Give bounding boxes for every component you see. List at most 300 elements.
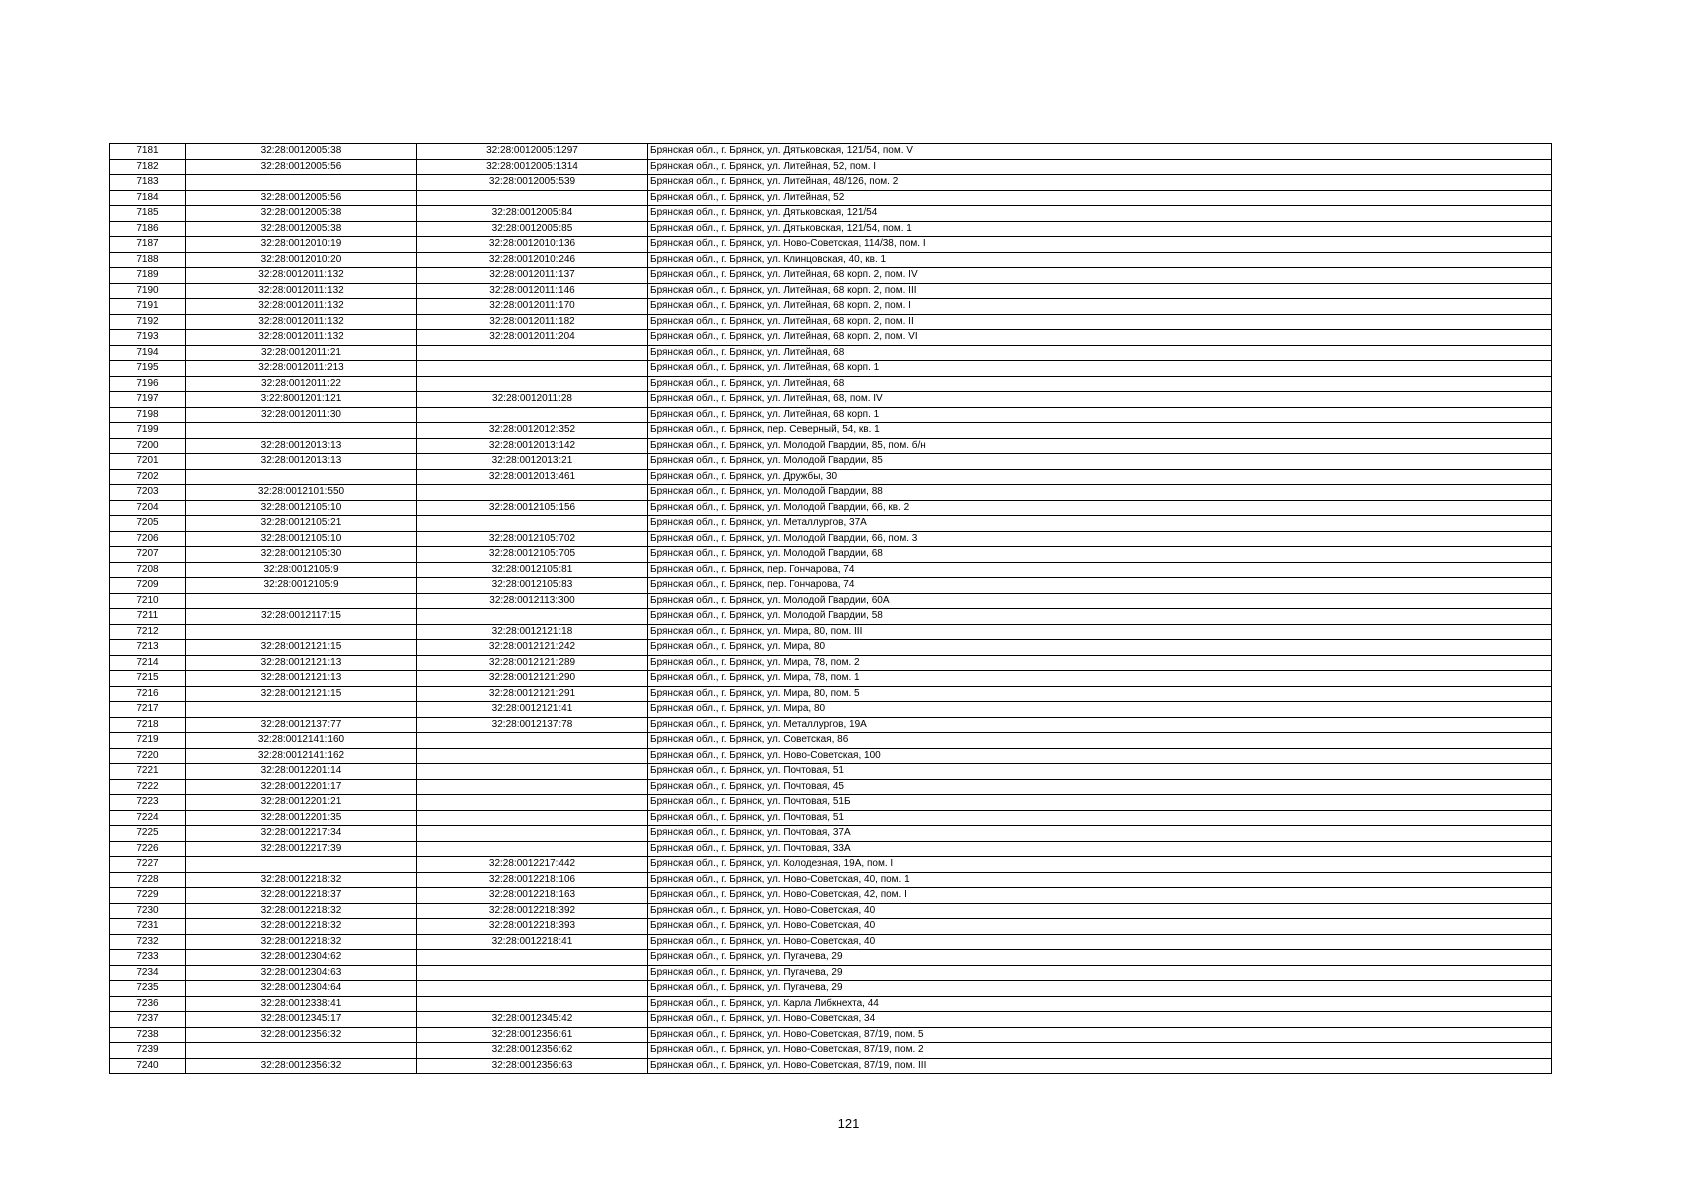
address-cell: Брянская обл., г. Брянск, ул. Ново-Советская, 34	[648, 1012, 1552, 1028]
table-row	[110, 500, 1552, 516]
object-cadastral-number-cell: 32:28:0012011:204	[417, 330, 648, 346]
parcel-cadastral-number-cell: 32:28:0012121:15	[186, 640, 417, 656]
row-number-cell: 7236	[110, 996, 186, 1012]
object-cadastral-number-cell: 32:28:0012218:41	[417, 934, 648, 950]
table-row	[110, 159, 1552, 175]
table-row	[110, 702, 1552, 718]
table-row	[110, 578, 1552, 594]
table-row	[110, 686, 1552, 702]
parcel-cadastral-number-cell	[186, 1043, 417, 1059]
parcel-cadastral-number-cell: 32:28:0012105:9	[186, 562, 417, 578]
table-row	[110, 624, 1552, 640]
object-cadastral-number-cell	[417, 361, 648, 377]
address-cell: Брянская обл., г. Брянск, ул. Молодой Гвардии, 85	[648, 454, 1552, 470]
object-cadastral-number-cell: 32:28:0012137:78	[417, 717, 648, 733]
row-number-cell: 7182	[110, 159, 186, 175]
parcel-cadastral-number-cell: 32:28:0012105:9	[186, 578, 417, 594]
object-cadastral-number-cell	[417, 981, 648, 997]
parcel-cadastral-number-cell: 32:28:0012117:15	[186, 609, 417, 625]
table-row	[110, 919, 1552, 935]
parcel-cadastral-number-cell: 32:28:0012011:132	[186, 330, 417, 346]
address-cell: Брянская обл., г. Брянск, ул. Ново-Советская, 40	[648, 903, 1552, 919]
address-cell: Брянская обл., г. Брянск, ул. Молодой Гвардии, 85, пом. б/н	[648, 438, 1552, 454]
address-cell: Брянская обл., г. Брянск, ул. Литейная, 68 корп. 2, пом. IV	[648, 268, 1552, 284]
row-number-cell: 7211	[110, 609, 186, 625]
table-row	[110, 407, 1552, 423]
row-number-cell: 7214	[110, 655, 186, 671]
object-cadastral-number-cell	[417, 376, 648, 392]
parcel-cadastral-number-cell: 32:28:0012338:41	[186, 996, 417, 1012]
row-number-cell: 7208	[110, 562, 186, 578]
row-number-cell: 7226	[110, 841, 186, 857]
parcel-cadastral-number-cell: 32:28:0012105:10	[186, 500, 417, 516]
table-row	[110, 748, 1552, 764]
parcel-cadastral-number-cell: 32:28:0012011:22	[186, 376, 417, 392]
row-number-cell: 7230	[110, 903, 186, 919]
table-row	[110, 206, 1552, 222]
address-cell: Брянская обл., г. Брянск, ул. Почтовая, 37А	[648, 826, 1552, 842]
object-cadastral-number-cell: 32:28:0012356:62	[417, 1043, 648, 1059]
parcel-cadastral-number-cell: 32:28:0012005:56	[186, 190, 417, 206]
object-cadastral-number-cell	[417, 996, 648, 1012]
row-number-cell: 7194	[110, 345, 186, 361]
object-cadastral-number-cell	[417, 190, 648, 206]
row-number-cell: 7204	[110, 500, 186, 516]
row-number-cell: 7199	[110, 423, 186, 439]
address-cell: Брянская обл., г. Брянск, пер. Северный, 54, кв. 1	[648, 423, 1552, 439]
parcel-cadastral-number-cell: 32:28:0012011:132	[186, 299, 417, 315]
page-number: 121	[837, 1116, 860, 1131]
table-row	[110, 376, 1552, 392]
table-row	[110, 175, 1552, 191]
address-cell: Брянская обл., г. Брянск, ул. Металлургов, 19А	[648, 717, 1552, 733]
table-row	[110, 1012, 1552, 1028]
object-cadastral-number-cell: 32:28:0012005:84	[417, 206, 648, 222]
address-cell: Брянская обл., г. Брянск, ул. Литейная, 68 корп. 2, пом. VI	[648, 330, 1552, 346]
object-cadastral-number-cell: 32:28:0012105:81	[417, 562, 648, 578]
address-cell: Брянская обл., г. Брянск, ул. Ново-Советская, 42, пом. I	[648, 888, 1552, 904]
row-number-cell: 7203	[110, 485, 186, 501]
address-cell: Брянская обл., г. Брянск, ул. Молодой Гвардии, 66, кв. 2	[648, 500, 1552, 516]
object-cadastral-number-cell: 32:28:0012011:182	[417, 314, 648, 330]
object-cadastral-number-cell: 32:28:0012218:106	[417, 872, 648, 888]
row-number-cell: 7227	[110, 857, 186, 873]
address-cell: Брянская обл., г. Брянск, ул. Литейная, 68, пом. IV	[648, 392, 1552, 408]
parcel-cadastral-number-cell: 32:28:0012218:32	[186, 919, 417, 935]
row-number-cell: 7225	[110, 826, 186, 842]
address-cell: Брянская обл., г. Брянск, ул. Пугачева, 29	[648, 981, 1552, 997]
table-row	[110, 531, 1552, 547]
row-number-cell: 7183	[110, 175, 186, 191]
address-cell: Брянская обл., г. Брянск, ул. Металлургов, 37А	[648, 516, 1552, 532]
parcel-cadastral-number-cell: 32:28:0012201:14	[186, 764, 417, 780]
table-row	[110, 330, 1552, 346]
address-cell: Брянская обл., г. Брянск, ул. Литейная, 68 корп. 1	[648, 361, 1552, 377]
table-row	[110, 252, 1552, 268]
row-number-cell: 7235	[110, 981, 186, 997]
address-cell: Брянская обл., г. Брянск, ул. Литейная, 68 корп. 1	[648, 407, 1552, 423]
row-number-cell: 7200	[110, 438, 186, 454]
row-number-cell: 7222	[110, 779, 186, 795]
address-cell: Брянская обл., г. Брянск, ул. Литейная, 68 корп. 2, пом. II	[648, 314, 1552, 330]
address-cell: Брянская обл., г. Брянск, ул. Почтовая, 33А	[648, 841, 1552, 857]
parcel-cadastral-number-cell: 32:28:0012011:132	[186, 268, 417, 284]
object-cadastral-number-cell: 32:28:0012121:291	[417, 686, 648, 702]
object-cadastral-number-cell: 32:28:0012013:142	[417, 438, 648, 454]
table-row	[110, 764, 1552, 780]
table-row	[110, 1058, 1552, 1074]
row-number-cell: 7223	[110, 795, 186, 811]
address-cell: Брянская обл., г. Брянск, ул. Литейная, 68	[648, 345, 1552, 361]
object-cadastral-number-cell	[417, 485, 648, 501]
address-cell: Брянская обл., г. Брянск, ул. Мира, 78, пом. 1	[648, 671, 1552, 687]
row-number-cell: 7240	[110, 1058, 186, 1074]
object-cadastral-number-cell: 32:28:0012013:21	[417, 454, 648, 470]
object-cadastral-number-cell	[417, 779, 648, 795]
object-cadastral-number-cell: 32:28:0012113:300	[417, 593, 648, 609]
row-number-cell: 7198	[110, 407, 186, 423]
table-row	[110, 438, 1552, 454]
object-cadastral-number-cell	[417, 516, 648, 532]
address-cell: Брянская обл., г. Брянск, ул. Почтовая, 51	[648, 764, 1552, 780]
row-number-cell: 7189	[110, 268, 186, 284]
object-cadastral-number-cell: 32:28:0012218:392	[417, 903, 648, 919]
parcel-cadastral-number-cell: 32:28:0012304:63	[186, 965, 417, 981]
table-row	[110, 562, 1552, 578]
object-cadastral-number-cell	[417, 733, 648, 749]
table-row	[110, 469, 1552, 485]
table-row	[110, 237, 1552, 253]
address-cell: Брянская обл., г. Брянск, ул. Ново-Советская, 40, пом. 1	[648, 872, 1552, 888]
parcel-cadastral-number-cell	[186, 857, 417, 873]
table-row	[110, 671, 1552, 687]
table-row	[110, 144, 1552, 160]
parcel-cadastral-number-cell: 32:28:0012356:32	[186, 1027, 417, 1043]
row-number-cell: 7234	[110, 965, 186, 981]
address-cell: Брянская обл., г. Брянск, ул. Молодой Гвардии, 58	[648, 609, 1552, 625]
object-cadastral-number-cell	[417, 950, 648, 966]
row-number-cell: 7212	[110, 624, 186, 640]
row-number-cell: 7207	[110, 547, 186, 563]
parcel-cadastral-number-cell: 32:28:0012101:550	[186, 485, 417, 501]
address-cell: Брянская обл., г. Брянск, ул. Пугачева, 29	[648, 950, 1552, 966]
parcel-cadastral-number-cell: 32:28:0012356:32	[186, 1058, 417, 1074]
row-number-cell: 7205	[110, 516, 186, 532]
table-row	[110, 361, 1552, 377]
parcel-cadastral-number-cell: 32:28:0012121:13	[186, 671, 417, 687]
parcel-cadastral-number-cell: 32:28:0012218:37	[186, 888, 417, 904]
object-cadastral-number-cell: 32:28:0012121:18	[417, 624, 648, 640]
parcel-cadastral-number-cell: 32:28:0012011:132	[186, 314, 417, 330]
table-row	[110, 423, 1552, 439]
parcel-cadastral-number-cell: 32:28:0012201:35	[186, 810, 417, 826]
address-cell: Брянская обл., г. Брянск, ул. Литейная, 52, пом. I	[648, 159, 1552, 175]
row-number-cell: 7231	[110, 919, 186, 935]
object-cadastral-number-cell: 32:28:0012218:393	[417, 919, 648, 935]
row-number-cell: 7190	[110, 283, 186, 299]
parcel-cadastral-number-cell: 32:28:0012201:17	[186, 779, 417, 795]
table-row	[110, 485, 1552, 501]
table-row	[110, 826, 1552, 842]
table-row	[110, 903, 1552, 919]
parcel-cadastral-number-cell: 32:28:0012005:38	[186, 144, 417, 160]
table-row	[110, 314, 1552, 330]
object-cadastral-number-cell: 32:28:0012012:352	[417, 423, 648, 439]
registry-table	[109, 143, 1552, 1074]
address-cell: Брянская обл., г. Брянск, ул. Мира, 78, пом. 2	[648, 655, 1552, 671]
table-row	[110, 345, 1552, 361]
table-row	[110, 1027, 1552, 1043]
row-number-cell: 7215	[110, 671, 186, 687]
address-cell: Брянская обл., г. Брянск, ул. Ново-Советская, 87/19, пом. III	[648, 1058, 1552, 1074]
address-cell: Брянская обл., г. Брянск, ул. Почтовая, 51	[648, 810, 1552, 826]
object-cadastral-number-cell: 32:28:0012356:61	[417, 1027, 648, 1043]
object-cadastral-number-cell	[417, 841, 648, 857]
parcel-cadastral-number-cell: 32:28:0012005:38	[186, 221, 417, 237]
address-cell: Брянская обл., г. Брянск, ул. Молодой Гвардии, 88	[648, 485, 1552, 501]
table-row	[110, 810, 1552, 826]
address-cell: Брянская обл., г. Брянск, ул. Почтовая, 45	[648, 779, 1552, 795]
object-cadastral-number-cell: 32:28:0012010:136	[417, 237, 648, 253]
parcel-cadastral-number-cell: 32:28:0012121:13	[186, 655, 417, 671]
address-cell: Брянская обл., г. Брянск, ул. Мира, 80, пом. III	[648, 624, 1552, 640]
object-cadastral-number-cell: 32:28:0012005:85	[417, 221, 648, 237]
object-cadastral-number-cell	[417, 795, 648, 811]
object-cadastral-number-cell: 32:28:0012121:41	[417, 702, 648, 718]
table-row	[110, 950, 1552, 966]
parcel-cadastral-number-cell	[186, 175, 417, 191]
address-cell: Брянская обл., г. Брянск, ул. Ново-Советская, 40	[648, 934, 1552, 950]
table-row	[110, 516, 1552, 532]
parcel-cadastral-number-cell: 3:22:8001201:121	[186, 392, 417, 408]
address-cell: Брянская обл., г. Брянск, ул. Молодой Гвардии, 66, пом. 3	[648, 531, 1552, 547]
row-number-cell: 7201	[110, 454, 186, 470]
parcel-cadastral-number-cell: 32:28:0012218:32	[186, 903, 417, 919]
row-number-cell: 7209	[110, 578, 186, 594]
row-number-cell: 7237	[110, 1012, 186, 1028]
parcel-cadastral-number-cell: 32:28:0012141:160	[186, 733, 417, 749]
parcel-cadastral-number-cell	[186, 624, 417, 640]
address-cell: Брянская обл., г. Брянск, ул. Литейная, 68 корп. 2, пом. I	[648, 299, 1552, 315]
object-cadastral-number-cell: 32:28:0012356:63	[417, 1058, 648, 1074]
table-row	[110, 934, 1552, 950]
parcel-cadastral-number-cell: 32:28:0012345:17	[186, 1012, 417, 1028]
parcel-cadastral-number-cell: 32:28:0012005:56	[186, 159, 417, 175]
address-cell: Брянская обл., г. Брянск, ул. Пугачева, 29	[648, 965, 1552, 981]
row-number-cell: 7228	[110, 872, 186, 888]
address-cell: Брянская обл., г. Брянск, ул. Ново-Советская, 100	[648, 748, 1552, 764]
table-row	[110, 190, 1552, 206]
object-cadastral-number-cell	[417, 810, 648, 826]
parcel-cadastral-number-cell: 32:28:0012201:21	[186, 795, 417, 811]
address-cell: Брянская обл., г. Брянск, ул. Дятьковская, 121/54, пом. 1	[648, 221, 1552, 237]
table-row	[110, 283, 1552, 299]
parcel-cadastral-number-cell: 32:28:0012218:32	[186, 872, 417, 888]
row-number-cell: 7192	[110, 314, 186, 330]
object-cadastral-number-cell: 32:28:0012345:42	[417, 1012, 648, 1028]
parcel-cadastral-number-cell: 32:28:0012013:13	[186, 454, 417, 470]
parcel-cadastral-number-cell: 32:28:0012010:19	[186, 237, 417, 253]
row-number-cell: 7195	[110, 361, 186, 377]
object-cadastral-number-cell: 32:28:0012013:461	[417, 469, 648, 485]
table-row	[110, 733, 1552, 749]
row-number-cell: 7210	[110, 593, 186, 609]
row-number-cell: 7232	[110, 934, 186, 950]
table-row	[110, 221, 1552, 237]
address-cell: Брянская обл., г. Брянск, ул. Клинцовская, 40, кв. 1	[648, 252, 1552, 268]
row-number-cell: 7238	[110, 1027, 186, 1043]
row-number-cell: 7181	[110, 144, 186, 160]
object-cadastral-number-cell: 32:28:0012005:1314	[417, 159, 648, 175]
row-number-cell: 7217	[110, 702, 186, 718]
address-cell: Брянская обл., г. Брянск, ул. Литейная, 48/126, пом. 2	[648, 175, 1552, 191]
parcel-cadastral-number-cell: 32:28:0012005:38	[186, 206, 417, 222]
table-row	[110, 609, 1552, 625]
parcel-cadastral-number-cell: 32:28:0012141:162	[186, 748, 417, 764]
table-row	[110, 593, 1552, 609]
table-row	[110, 655, 1552, 671]
row-number-cell: 7196	[110, 376, 186, 392]
parcel-cadastral-number-cell: 32:28:0012011:213	[186, 361, 417, 377]
object-cadastral-number-cell: 32:28:0012011:146	[417, 283, 648, 299]
object-cadastral-number-cell: 32:28:0012217:442	[417, 857, 648, 873]
address-cell: Брянская обл., г. Брянск, ул. Молодой Гвардии, 68	[648, 547, 1552, 563]
row-number-cell: 7193	[110, 330, 186, 346]
parcel-cadastral-number-cell: 32:28:0012105:30	[186, 547, 417, 563]
parcel-cadastral-number-cell: 32:28:0012304:64	[186, 981, 417, 997]
address-cell: Брянская обл., г. Брянск, ул. Мира, 80, пом. 5	[648, 686, 1552, 702]
address-cell: Брянская обл., г. Брянск, ул. Литейная, 52	[648, 190, 1552, 206]
row-number-cell: 7185	[110, 206, 186, 222]
address-cell: Брянская обл., г. Брянск, ул. Карла Либкнехта, 44	[648, 996, 1552, 1012]
object-cadastral-number-cell: 32:28:0012218:163	[417, 888, 648, 904]
parcel-cadastral-number-cell: 32:28:0012011:21	[186, 345, 417, 361]
address-cell: Брянская обл., г. Брянск, ул. Колодезная, 19А, пом. I	[648, 857, 1552, 873]
parcel-cadastral-number-cell	[186, 423, 417, 439]
row-number-cell: 7229	[110, 888, 186, 904]
row-number-cell: 7233	[110, 950, 186, 966]
address-cell: Брянская обл., г. Брянск, ул. Ново-Советская, 114/38, пом. I	[648, 237, 1552, 253]
object-cadastral-number-cell	[417, 748, 648, 764]
row-number-cell: 7188	[110, 252, 186, 268]
table-row	[110, 795, 1552, 811]
parcel-cadastral-number-cell: 32:28:0012217:34	[186, 826, 417, 842]
row-number-cell: 7187	[110, 237, 186, 253]
address-cell: Брянская обл., г. Брянск, ул. Ново-Советская, 40	[648, 919, 1552, 935]
object-cadastral-number-cell: 32:28:0012105:83	[417, 578, 648, 594]
table-row	[110, 841, 1552, 857]
table-row	[110, 299, 1552, 315]
parcel-cadastral-number-cell	[186, 593, 417, 609]
address-cell: Брянская обл., г. Брянск, ул. Дятьковская, 121/54	[648, 206, 1552, 222]
address-cell: Брянская обл., г. Брянск, ул. Советская, 86	[648, 733, 1552, 749]
address-cell: Брянская обл., г. Брянск, ул. Мира, 80	[648, 702, 1552, 718]
object-cadastral-number-cell: 32:28:0012011:170	[417, 299, 648, 315]
row-number-cell: 7218	[110, 717, 186, 733]
object-cadastral-number-cell: 32:28:0012011:137	[417, 268, 648, 284]
parcel-cadastral-number-cell: 32:28:0012010:20	[186, 252, 417, 268]
object-cadastral-number-cell	[417, 609, 648, 625]
object-cadastral-number-cell: 32:28:0012010:246	[417, 252, 648, 268]
parcel-cadastral-number-cell: 32:28:0012218:32	[186, 934, 417, 950]
object-cadastral-number-cell: 32:28:0012121:242	[417, 640, 648, 656]
table-row	[110, 717, 1552, 733]
registry-table-body	[110, 144, 1552, 1074]
object-cadastral-number-cell: 32:28:0012121:289	[417, 655, 648, 671]
row-number-cell: 7224	[110, 810, 186, 826]
parcel-cadastral-number-cell: 32:28:0012137:77	[186, 717, 417, 733]
address-cell: Брянская обл., г. Брянск, ул. Литейная, 68 корп. 2, пом. III	[648, 283, 1552, 299]
row-number-cell: 7219	[110, 733, 186, 749]
row-number-cell: 7186	[110, 221, 186, 237]
table-row	[110, 888, 1552, 904]
object-cadastral-number-cell: 32:28:0012121:290	[417, 671, 648, 687]
address-cell: Брянская обл., г. Брянск, ул. Почтовая, 51Б	[648, 795, 1552, 811]
table-row	[110, 779, 1552, 795]
address-cell: Брянская обл., г. Брянск, ул. Молодой Гвардии, 60А	[648, 593, 1552, 609]
address-cell: Брянская обл., г. Брянск, ул. Литейная, 68	[648, 376, 1552, 392]
table-row	[110, 1043, 1552, 1059]
address-cell: Брянская обл., г. Брянск, ул. Ново-Советская, 87/19, пом. 5	[648, 1027, 1552, 1043]
row-number-cell: 7202	[110, 469, 186, 485]
parcel-cadastral-number-cell: 32:28:0012105:10	[186, 531, 417, 547]
object-cadastral-number-cell: 32:28:0012105:156	[417, 500, 648, 516]
row-number-cell: 7184	[110, 190, 186, 206]
row-number-cell: 7221	[110, 764, 186, 780]
table-row	[110, 996, 1552, 1012]
parcel-cadastral-number-cell: 32:28:0012013:13	[186, 438, 417, 454]
parcel-cadastral-number-cell	[186, 469, 417, 485]
address-cell: Брянская обл., г. Брянск, пер. Гончарова, 74	[648, 578, 1552, 594]
object-cadastral-number-cell: 32:28:0012005:1297	[417, 144, 648, 160]
table-row	[110, 547, 1552, 563]
object-cadastral-number-cell: 32:28:0012011:28	[417, 392, 648, 408]
object-cadastral-number-cell: 32:28:0012005:539	[417, 175, 648, 191]
address-cell: Брянская обл., г. Брянск, ул. Мира, 80	[648, 640, 1552, 656]
parcel-cadastral-number-cell	[186, 702, 417, 718]
object-cadastral-number-cell: 32:28:0012105:702	[417, 531, 648, 547]
row-number-cell: 7206	[110, 531, 186, 547]
row-number-cell: 7197	[110, 392, 186, 408]
table-row	[110, 857, 1552, 873]
table-row	[110, 981, 1552, 997]
table-row	[110, 268, 1552, 284]
table-row	[110, 454, 1552, 470]
table-row	[110, 965, 1552, 981]
table-row	[110, 872, 1552, 888]
parcel-cadastral-number-cell: 32:28:0012304:62	[186, 950, 417, 966]
row-number-cell: 7213	[110, 640, 186, 656]
object-cadastral-number-cell	[417, 345, 648, 361]
address-cell: Брянская обл., г. Брянск, пер. Гончарова, 74	[648, 562, 1552, 578]
row-number-cell: 7220	[110, 748, 186, 764]
object-cadastral-number-cell: 32:28:0012105:705	[417, 547, 648, 563]
table-row	[110, 392, 1552, 408]
parcel-cadastral-number-cell: 32:28:0012011:30	[186, 407, 417, 423]
parcel-cadastral-number-cell: 32:28:0012011:132	[186, 283, 417, 299]
address-cell: Брянская обл., г. Брянск, ул. Дружбы, 30	[648, 469, 1552, 485]
row-number-cell: 7191	[110, 299, 186, 315]
address-cell: Брянская обл., г. Брянск, ул. Дятьковская, 121/54, пом. V	[648, 144, 1552, 160]
address-cell: Брянская обл., г. Брянск, ул. Ново-Советская, 87/19, пом. 2	[648, 1043, 1552, 1059]
table-row	[110, 640, 1552, 656]
parcel-cadastral-number-cell: 32:28:0012105:21	[186, 516, 417, 532]
row-number-cell: 7239	[110, 1043, 186, 1059]
object-cadastral-number-cell	[417, 764, 648, 780]
object-cadastral-number-cell	[417, 407, 648, 423]
object-cadastral-number-cell	[417, 826, 648, 842]
object-cadastral-number-cell	[417, 965, 648, 981]
